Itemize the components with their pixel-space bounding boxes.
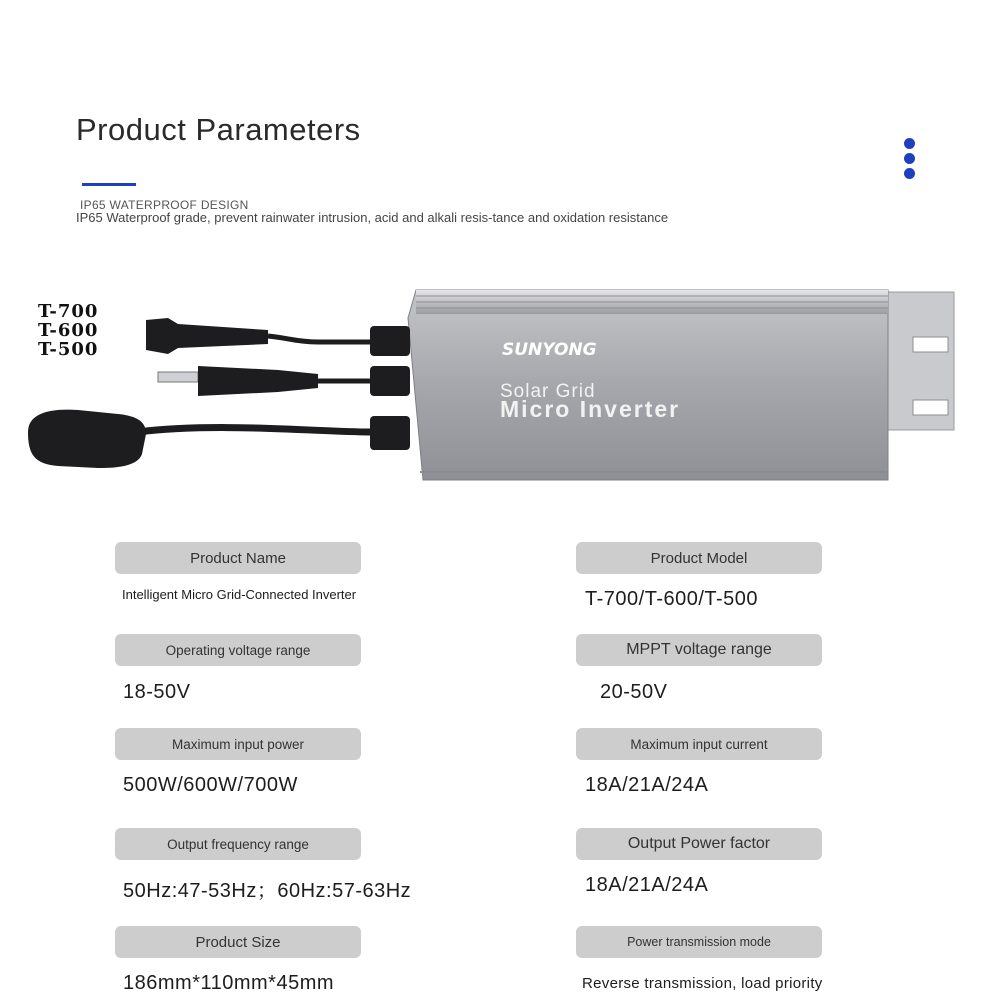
cable-glands bbox=[370, 326, 410, 450]
param-label-max-input-power: Maximum input power bbox=[115, 728, 361, 760]
param-value-operating-voltage: 18-50V bbox=[123, 681, 191, 703]
feature-title: IP65 WATERPROOF DESIGN bbox=[80, 198, 249, 212]
param-value-product-name: Intelligent Micro Grid-Connected Inverter bbox=[122, 587, 357, 602]
param-value-power-transmission: Reverse transmission, load priority bbox=[582, 975, 823, 992]
param-value-product-size: 186mm*110mm*45mm bbox=[123, 972, 335, 994]
param-label-power-transmission: Power transmission mode bbox=[576, 926, 822, 958]
param-value-max-input-power: 500W/600W/700W bbox=[123, 774, 298, 796]
model-label: T-700 bbox=[38, 301, 99, 322]
param-label-output-power-factor: Output Power factor bbox=[576, 828, 822, 860]
param-value-max-input-current: 18A/21A/24A bbox=[585, 774, 709, 796]
page-title: Product Parameters bbox=[76, 112, 361, 147]
mounting-bracket bbox=[878, 292, 954, 430]
param-value-output-frequency: 50Hz:47-53Hz；60Hz:57-63Hz bbox=[123, 880, 412, 902]
accent-divider bbox=[82, 183, 136, 186]
more-options-icon[interactable] bbox=[904, 138, 918, 183]
param-value-mppt-voltage: 20-50V bbox=[600, 681, 668, 703]
product-label-line2: Micro Inverter bbox=[500, 396, 681, 422]
feature-description: IP65 Waterproof grade, prevent rainwater intrusion, acid and alkali resis-tance and oxidation resistance bbox=[76, 210, 669, 225]
param-value-product-model: T-700/T-600/T-500 bbox=[585, 588, 759, 610]
ac-plug bbox=[28, 410, 146, 468]
param-label-product-name: Product Name bbox=[115, 542, 361, 574]
param-label-operating-voltage: Operating voltage range bbox=[115, 634, 361, 666]
micro-inverter-image bbox=[18, 282, 968, 492]
param-label-product-size: Product Size bbox=[115, 926, 361, 958]
param-value-output-power-factor: 18A/21A/24A bbox=[585, 874, 709, 896]
param-label-max-input-current: Maximum input current bbox=[576, 728, 822, 760]
product-label-line1: Solar Grid bbox=[500, 381, 596, 402]
param-label-product-model: Product Model bbox=[576, 542, 822, 574]
param-label-mppt-voltage: MPPT voltage range bbox=[576, 634, 822, 666]
mc4-connector-male bbox=[158, 366, 318, 396]
model-label: T-500 bbox=[38, 339, 99, 360]
mc4-connector-female bbox=[146, 318, 268, 354]
brand-logo: SUNYONG bbox=[502, 340, 597, 360]
model-label: T-600 bbox=[38, 320, 99, 341]
inverter-housing bbox=[408, 290, 888, 480]
param-label-output-frequency: Output frequency range bbox=[115, 828, 361, 860]
